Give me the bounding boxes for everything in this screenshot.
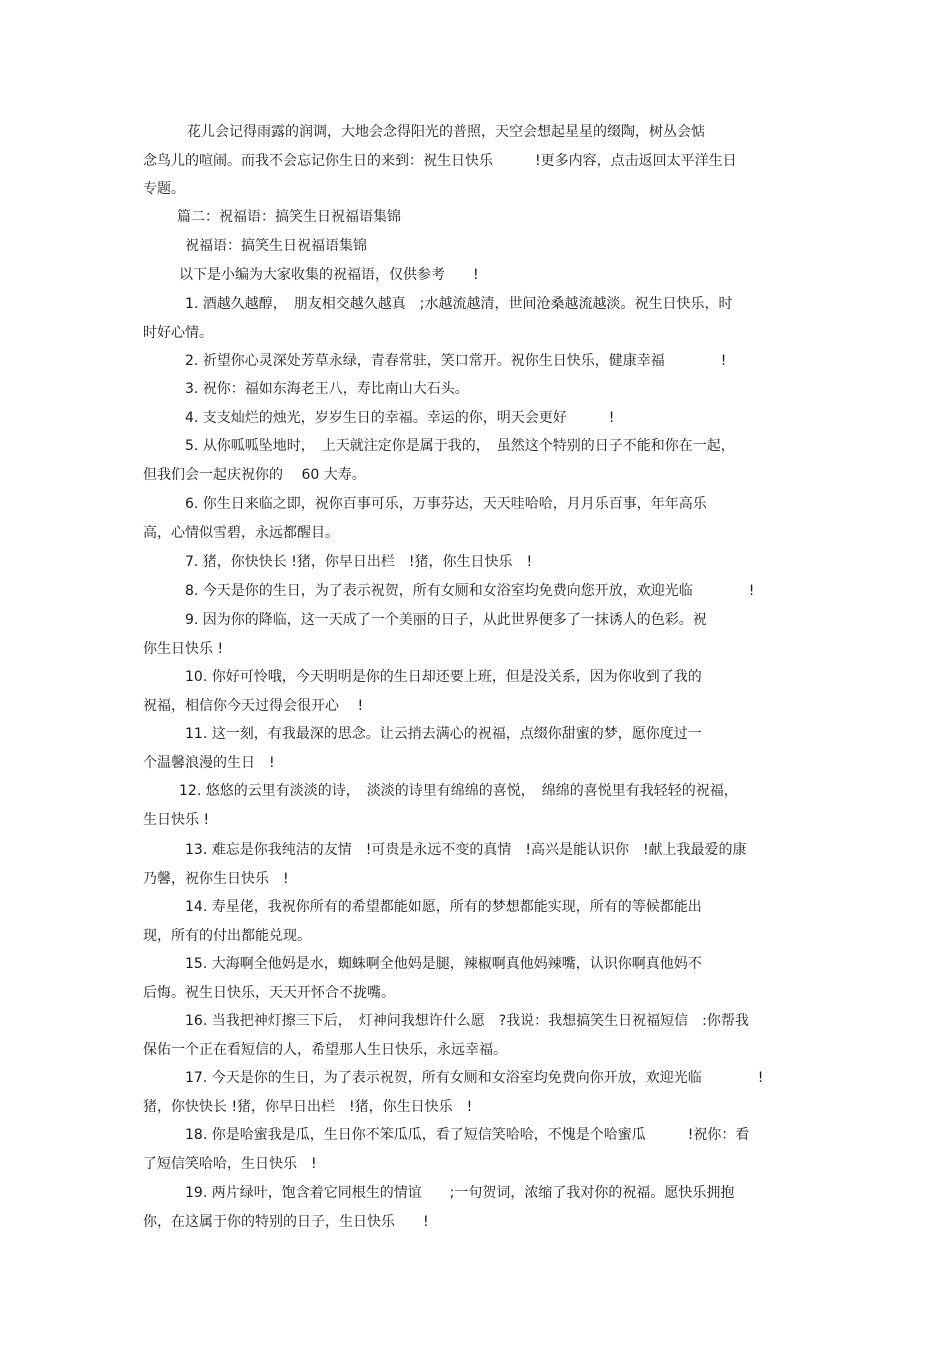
sub-heading: 祝福语：搞笑生日祝福语集锦 xyxy=(185,238,367,254)
list-item-17: 17. 今天是你的生日，为了表示祝贺，所有女厕和女浴室均免费向你开放，欢迎光临 ! 猪，你快快长 !猪，你早日出栏 !猪，你生日快乐 ! xyxy=(143,1070,764,1115)
list-item-12: 12. 悠悠的云里有淡淡的诗， 淡淡的诗里有绵绵的喜悦， 绵绵的喜悦里有我轻轻的祝福， 生日快乐 ! xyxy=(143,783,738,828)
list-item-19: 19. 两片绿叶，饱含着它同根生的情谊 ;一句贺词，浓缩了我对你的祝福。愿快乐拥抱 你，在这属于你的特别的日子，生日快乐 ! xyxy=(143,1185,735,1230)
intro-line-3: 专题。 xyxy=(143,181,185,198)
list-item-13: 13. 难忘是你我纯洁的友情 !可贵是永远不变的真情 !高兴是能认识你 !献上我最爱的康 乃馨，祝你生日快乐 ! xyxy=(143,842,747,887)
lead-text: 以下是小编为大家收集的祝福语，仅供参考 ! xyxy=(179,267,479,283)
list-item-10: 10. 你好可怜哦，今天明明是你的生日却还要上班，但是没关系，因为你收到了我的 祝福，相信你今天过得会很开心 ! xyxy=(143,669,702,714)
intro-paragraph xyxy=(143,118,808,204)
list-item-2: 2. 祈望你心灵深处芳草永绿，青春常驻，笑口常开。祝你生日快乐，健康幸福 ! xyxy=(185,353,727,369)
intro-line-2: 念鸟儿的喧闹。而我不会忘记你生日的来到：祝生日快乐 !更多内容，点击返回太平洋生日 xyxy=(143,152,737,169)
list-item-7: 7. 猪，你快快长 !猪，你早日出栏 !猪，你生日快乐 ! xyxy=(185,554,533,570)
list-item-11: 11. 这一刻，有我最深的思念。让云捎去满心的祝福，点缀你甜蜜的梦，愿你度过一 个温馨浪漫的生日 ! xyxy=(143,726,702,771)
list-item-6: 6. 你生日来临之即，祝你百事可乐，万事芬达，天天哇哈哈，月月乐百事，年年高乐 高，心情似雪碧，永远都醒目。 xyxy=(143,496,707,541)
list-item-9: 9. 因为你的降临，这一天成了一个美丽的日子，从此世界便多了一抹诱人的色彩。祝 你生日快乐 ! xyxy=(143,612,707,657)
section-heading: 篇二：祝福语：搞笑生日祝福语集锦 xyxy=(177,209,401,225)
list-item-18: 18. 你是哈蜜我是瓜，生日你不笨瓜瓜，看了短信笑哈哈，不愧是个哈蜜瓜 !祝你：看 了短信笑哈哈，生日快乐 ! xyxy=(143,1127,750,1172)
list-item-4: 4. 支支灿烂的烛光，岁岁生日的幸福。幸运的你，明天会更好 ! xyxy=(185,410,615,426)
list-item-8: 8. 今天是你的生日，为了表示祝贺，所有女厕和女浴室均免费向您开放，欢迎光临 ! xyxy=(185,583,755,599)
list-item-5: 5. 从你呱呱坠地时， 上天就注定你是属于我的， 虽然这个特别的日子不能和你在一起， 但我们会一起庆祝你的 60 大寿。 xyxy=(143,438,735,483)
list-item-3: 3. 祝你：福如东海老王八，寿比南山大石头。 xyxy=(185,381,469,397)
intro-line-1: 花儿会记得雨露的润调，大地会念得阳光的普照，天空会想起星星的缀陶，树丛会惦 xyxy=(187,124,705,140)
list-item-14: 14. 寿星佬，我祝你所有的希望都能如愿，所有的梦想都能实现，所有的等候都能出 现，所有的付出都能兑现。 xyxy=(143,899,702,944)
list-item-15: 15. 大海啊全他妈是水，蜘蛛啊全他妈是腿，辣椒啊真他妈辣嘴，认识你啊真他妈不 后悔。祝生日快乐，天天开怀合不拢嘴。 xyxy=(143,956,702,1001)
list-item-1: 1. 酒越久越醇， 朋友相交越久越真 ;水越流越清，世间沧桑越流越淡。祝生日快乐，时 时好心情。 xyxy=(143,296,733,341)
list-item-16: 16. 当我把神灯擦三下后， 灯神问我想许什么愿 ?我说：我想搞笑生日祝福短信 :你帮我 保佑一个正在看短信的人，希望那人生日快乐，永远幸福。 xyxy=(143,1013,749,1058)
